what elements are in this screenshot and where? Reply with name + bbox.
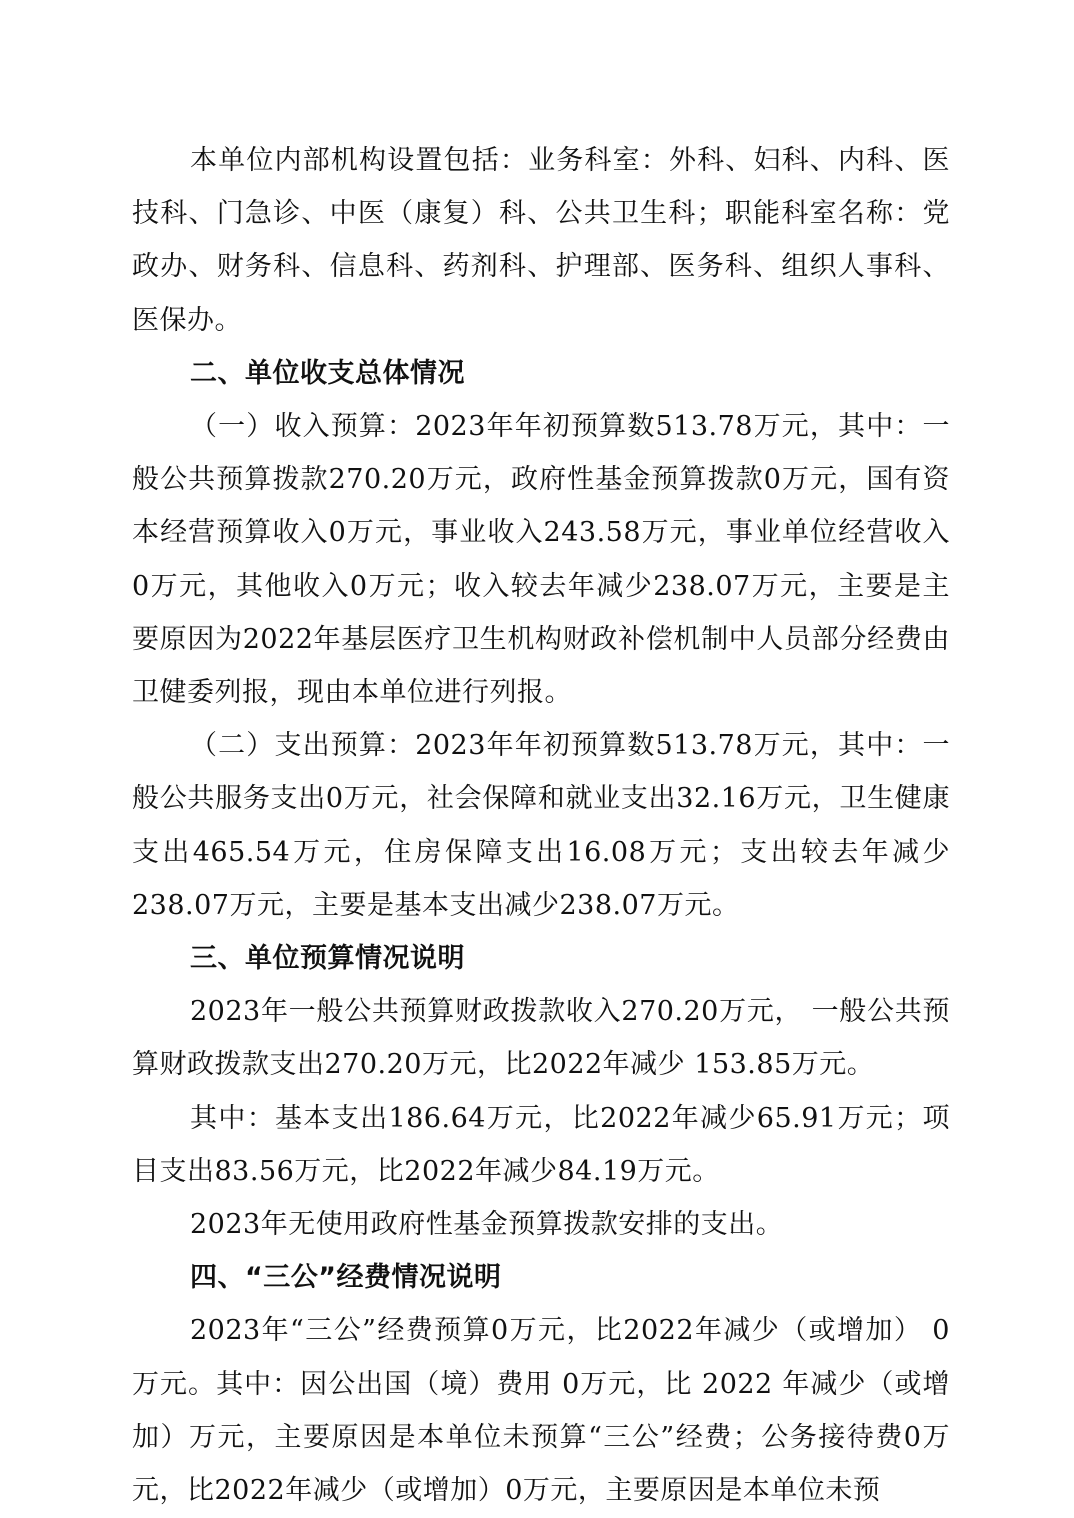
section-heading-income-expense: 二、单位收支总体情况 [190, 357, 465, 389]
paragraph-expense-budget: （二）支出预算：2023年年初预算数513.78万元，其中：一般公共服务支出0万元，社会保障和就业支出32.16万元，卫生健康支出465.54万元，住房保障支出16.08万元；支出较去年减少238.07万元，主要是基本支出减少238.07万元。 [132, 730, 950, 921]
paragraph-org-structure: 本单位内部机构设置包括：业务科室：外科、妇科、内科、医技科、门急诊、中医（康复）科、公共卫生科；职能科室名称：党政办、财务科、信息科、药剂科、护理部、医务科、组织人事科、医保办。 [132, 145, 950, 336]
paragraph-income-budget: （一）收入预算：2023年年初预算数513.78万元，其中：一般公共预算拨款270.20万元，政府性基金预算拨款0万元，国有资本经营预算收入0万元，事业收入243.58万元，事业单位经营收入0万元，其他收入0万元；收入较去年减少238.07万元，主要是主要原因为2022年基层医疗卫生机构财政补偿机制中人员部分经费由卫健委列报，现由本单位进行列报。 [132, 411, 950, 709]
paragraph-three-public-expenses: 2023年“三公”经费预算0万元，比2022年减少（或增加） 0万元。其中：因公出国（境）费用 0万元，比 2022 年减少（或增加）万元，主要原因是本单位未预算“三公”经费；公务接待费0万元，比2022年减少（或增加）0万元，主要原因是本单位未预 [132, 1315, 950, 1507]
paragraph-basic-project-expense: 其中：基本支出186.64万元，比2022年减少65.91万元；项目支出83.56万元，比2022年减少84.19万元。 [132, 1102, 950, 1187]
document-page [132, 134, 950, 1517]
paragraph-general-budget: 2023年一般公共预算财政拨款收入270.20万元， 一般公共预算财政拨款支出270.20万元，比2022年减少 153.85万元。 [132, 996, 950, 1081]
section-heading-three-public-expenses: 四、“三公”经费情况说明 [190, 1262, 502, 1294]
section-heading-budget-details: 三、单位预算情况说明 [190, 943, 465, 975]
paragraph-government-fund: 2023年无使用政府性基金预算拨款安排的支出。 [190, 1209, 784, 1241]
